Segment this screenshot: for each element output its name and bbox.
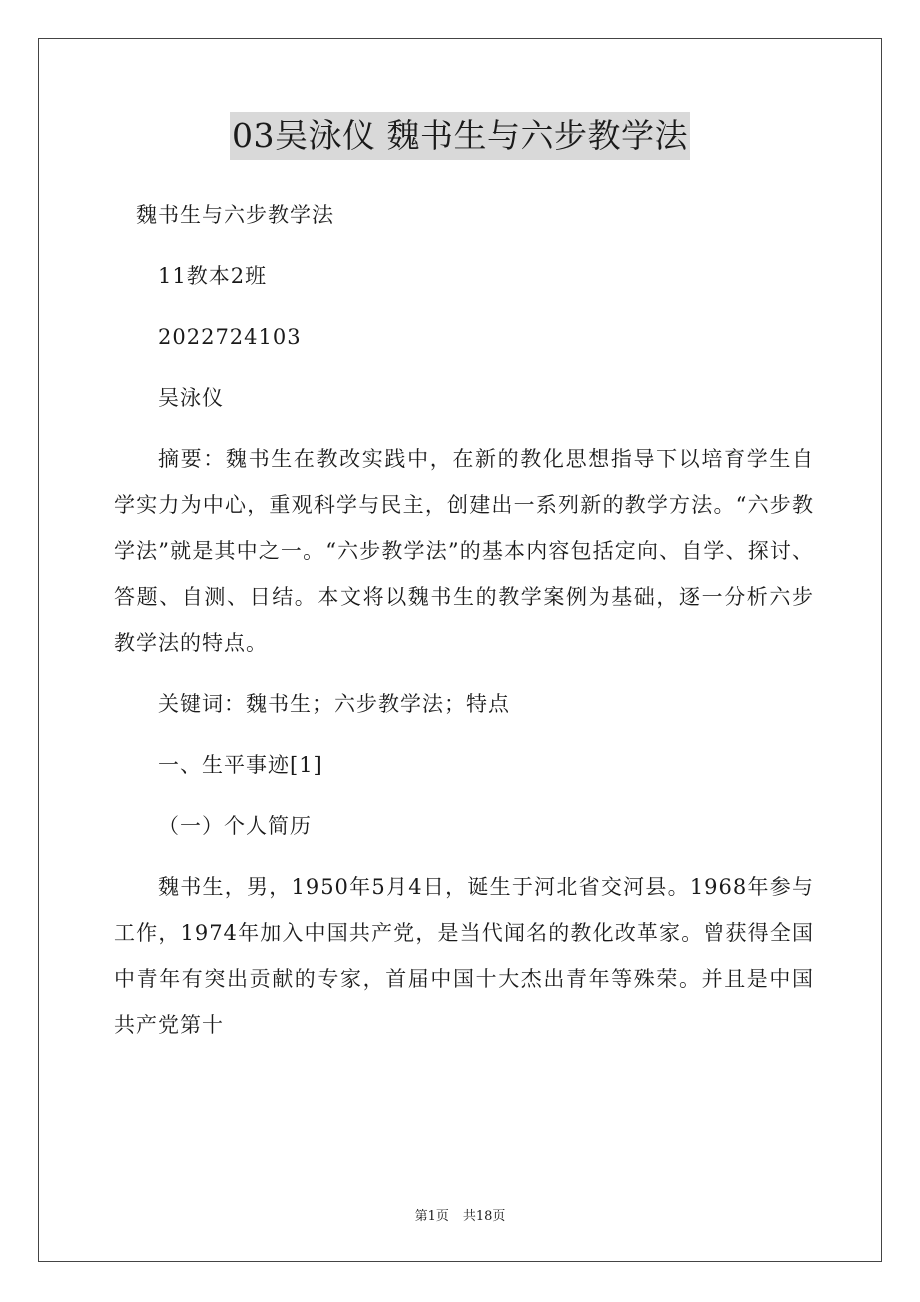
abstract-paragraph: 摘要：魏书生在教改实践中，在新的教化思想指导下以培育学生自学实力为中心，重观科学与民主，创建出一系列新的教学方法。“六步教学法”就是其中之一。“六步教学法”的基本内容包括定向、自学、探讨、答题、自测、日结。本文将以魏书生的教学案例为基础，逐一分析六步教学法的特点。 bbox=[114, 447, 814, 655]
class-info: 11教本2班 bbox=[158, 264, 268, 288]
biography-paragraph: 魏书生，男，1950年5月4日，诞生于河北省交河县。1968年参与工作，1974年加入中国共产党，是当代闻名的教化改革家。曾获得全国中青年有突出贡献的专家，首届中国十大杰出青年等殊荣。并且是中国共产党第十 bbox=[114, 875, 814, 1037]
student-id: 2022724103 bbox=[158, 325, 302, 349]
paper-heading: 魏书生与六步教学法 bbox=[136, 203, 334, 227]
author-name: 吴泳仪 bbox=[158, 386, 224, 410]
keywords-paragraph: 关键词：魏书生；六步教学法；特点 bbox=[158, 692, 510, 716]
section-heading-life: 一、生平事迹[1] bbox=[158, 753, 323, 777]
document-title: 03吴泳仪 魏书生与六步教学法 bbox=[230, 112, 690, 160]
subsection-heading-resume: （一）个人简历 bbox=[158, 814, 312, 838]
document-title-block bbox=[0, 112, 920, 162]
page-footer bbox=[0, 1205, 920, 1224]
page-total: 共18页 bbox=[462, 1209, 506, 1224]
page-number: 第1页 bbox=[414, 1209, 449, 1224]
document-body bbox=[114, 192, 814, 1063]
